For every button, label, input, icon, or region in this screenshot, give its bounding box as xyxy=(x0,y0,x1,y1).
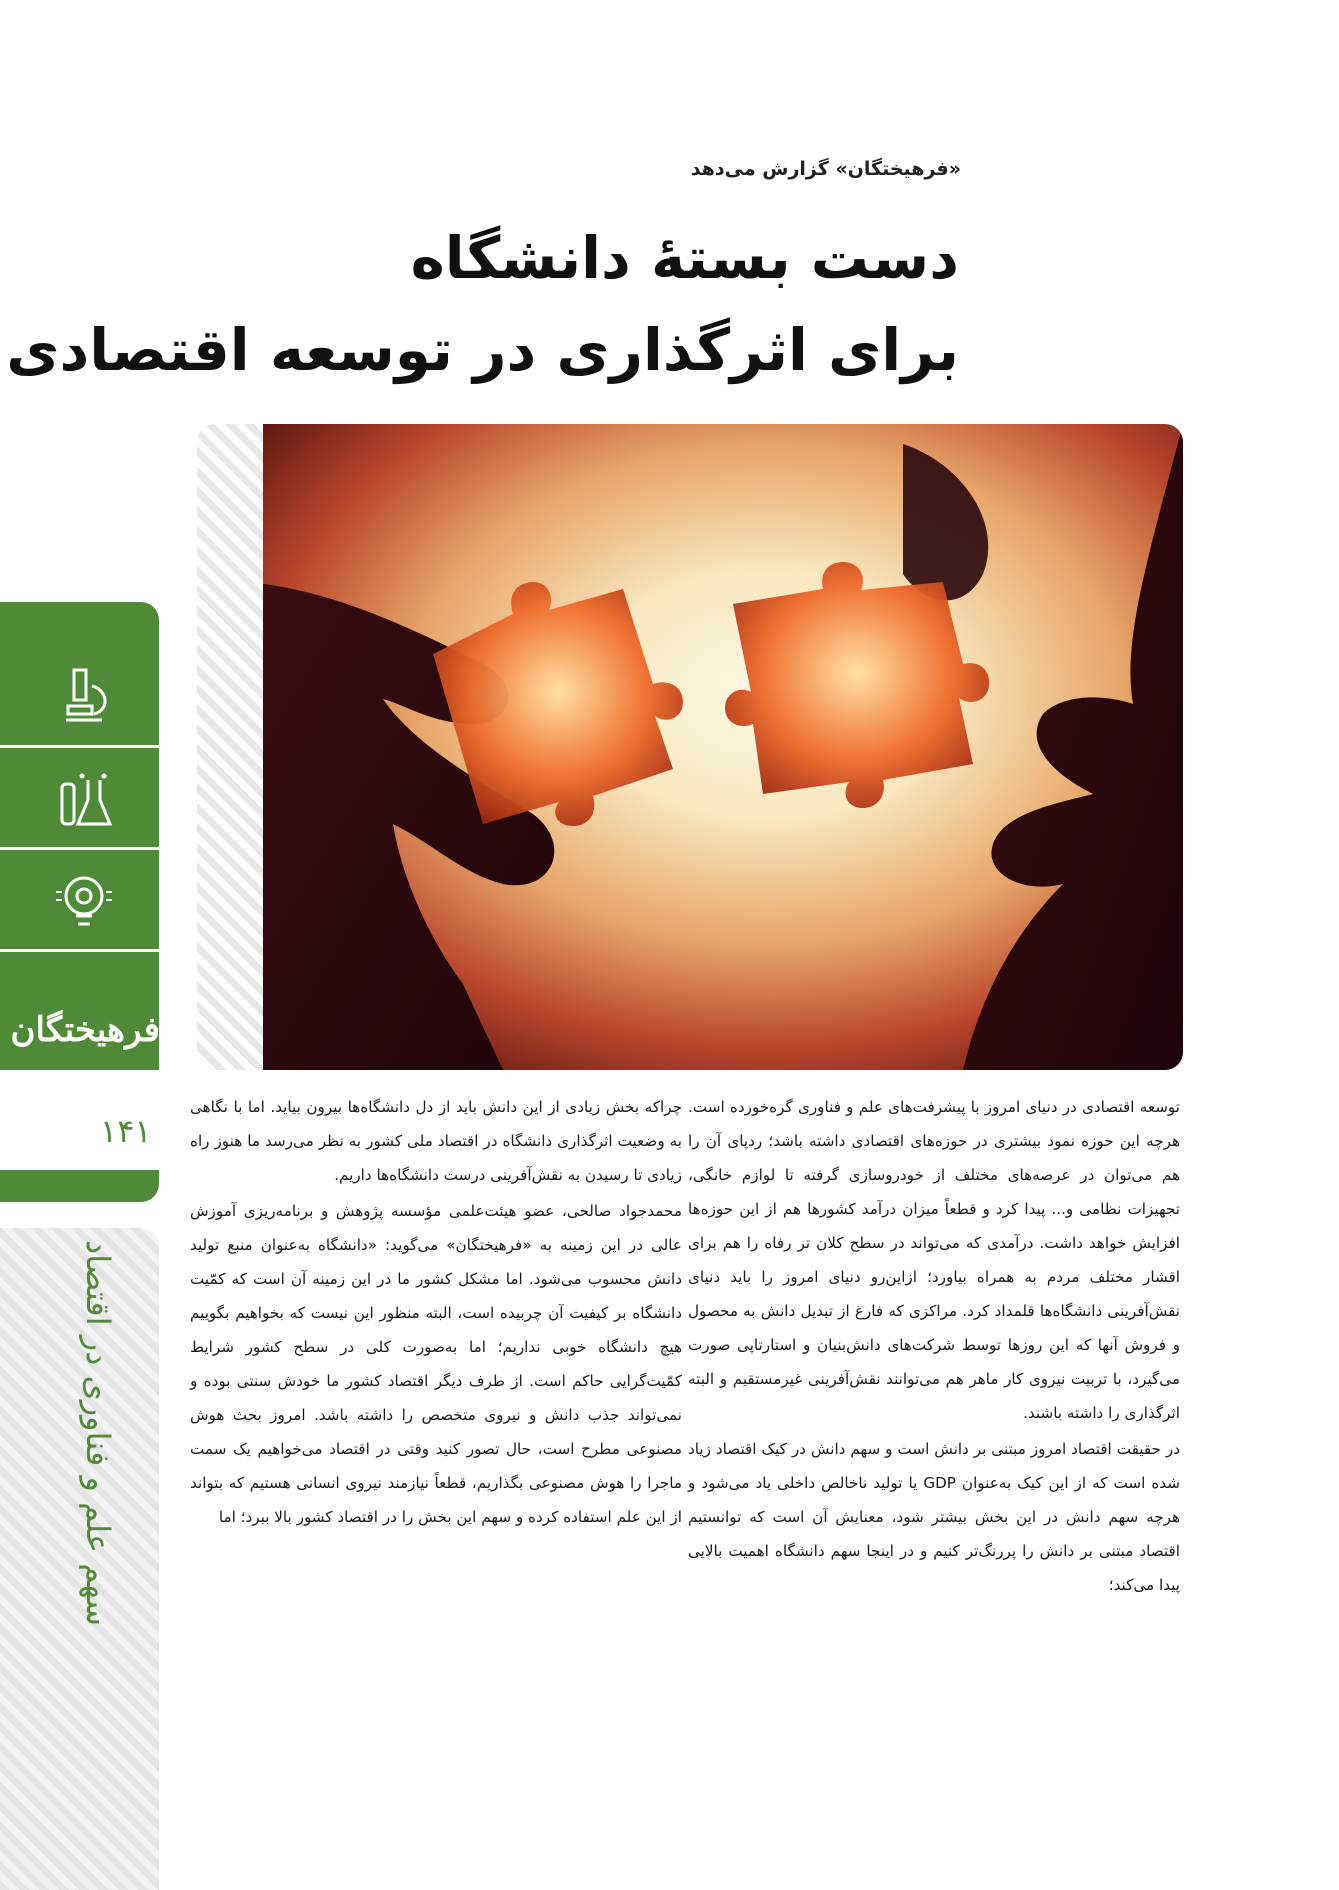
section-title: سهم علم و فناوری در اقتصاد xyxy=(79,1240,117,1627)
title-line-2: برای اثرگذاری در توسعه اقتصادی xyxy=(6,316,959,384)
photo-stripe-frame xyxy=(197,424,263,1070)
brand-logo: فرهیختگان xyxy=(10,1010,160,1050)
article-column-right xyxy=(688,1090,1180,1604)
microscope-icon xyxy=(52,664,116,728)
lab-flask-icon xyxy=(52,770,116,834)
article-column-left xyxy=(190,1090,682,1536)
kicker: «فرهیختگان» گزارش می‌دهد xyxy=(690,158,961,180)
paragraph: چراکه بخش زیادی از این دانش باید از دل دانشگاه‌ها بیرون بیاید. اما با نگاهی به وضعیت اثرگذاری دانشگاه در اقتصاد ملی کشور به نظر می‌رسد ما هنوز راه زیادی تا رسیدن به نقش‌آفرینی درست دانشگاه‌ها داریم. xyxy=(190,1098,682,1184)
lightbulb-gear-icon xyxy=(52,872,116,936)
puzzle-hands-illustration xyxy=(263,424,1183,1070)
paragraph: در حقیقت اقتصاد امروز مبتنی بر دانش است و سهم دانش در کیک اقتصاد زیاد شده است که از این کیک به‌عنوان GDP یا تولید ناخالص داخلی یاد می‌شود و هرچه سهم دانش در این بخش بیشتر شود، معنایش آن است که توانستیم اقتصاد مبتنی بر دانش را پررنگ‌تر کنیم و در اینجا سهم دانشگاه اهمیت بالایی پیدا می‌کند؛ xyxy=(688,1440,1180,1594)
paragraph: توسعه اقتصادی در دنیای امروز با پیشرفت‌های علم و فناوری گره‌خورده است. هرچه این حوزه نمود بیشتری در حوزه‌های اقتصادی داشته باشد؛ ردپای آن را هم می‌توان در عرصه‌های مختلف از خودروسازی گرفته تا لوازم خانگی، تجهیزات نظامی و... پیدا کرد و قطعاً میزان درآمد کشورها هم از این حوزه‌ها افزایش خواهد داشت. درآمدی که می‌تواند در سطح کلان تر رفاه را هم برای اقشار مختلف مردم به همراه بیاورد؛ ازاین‌رو دنیای امروز را باید دنیای نقش‌آفرینی دانشگاه‌ها قلمداد کرد. مراکزی که فارغ از تبدیل دانش به محصول و فروش آنها که این روزها توسط شرکت‌های دانش‌بنیان و استارتاپی صورت می‌گیرد، با تربیت نیروی کار ماهر هم می‌توانند نقش‌آفرینی غیرمستقیم و البته اثرگذاری را داشته باشند. xyxy=(688,1098,1180,1422)
paragraph: محمدجواد صالحی، عضو هیئت‌علمی مؤسسه پژوهش و برنامه‌ریزی آموزش عالی در این زمینه به «فرهیختگان» می‌گوید: «دانشگاه به‌عنوان منبع تولید دانش محسوب می‌شود. اما مشکل کشور ما در این زمینه آن است که کمّیت دانشگاه بر کیفیت آن چربیده است، البته منظور این نیست که بخواهیم بگوییم هیچ دانشگاه خوبی نداریم؛ اما به‌صورت کلی در سطح کشور شرایط کمّیت‌گرایی حاکم است. از طرف دیگر اقتصاد کشور ما خودش سنتی بوده و نمی‌تواند جذب دانش و نیروی متخصص را داشته باشد. امروز بحث هوش مصنوعی مطرح است، حال تصور کنید وقتی در اقتصاد می‌خواهیم یک سمت ماجرا را هوش مصنوعی بگذاریم، قطعاً نیازمند نیروی انسانی هستیم که بتواند از این علم استفاده کرده و سهم این بخش را در اقتصاد کشور بالا ببرد؛ اما xyxy=(190,1202,682,1526)
article-photo xyxy=(263,424,1183,1070)
section-tab-bottom xyxy=(0,1170,159,1202)
page-title xyxy=(6,212,959,396)
section-tab xyxy=(0,602,159,1070)
page-number: ۱۴۱ xyxy=(100,1112,152,1150)
title-line-1: دست بستۀ دانشگاه xyxy=(410,224,959,292)
right-hand xyxy=(963,424,1183,1070)
